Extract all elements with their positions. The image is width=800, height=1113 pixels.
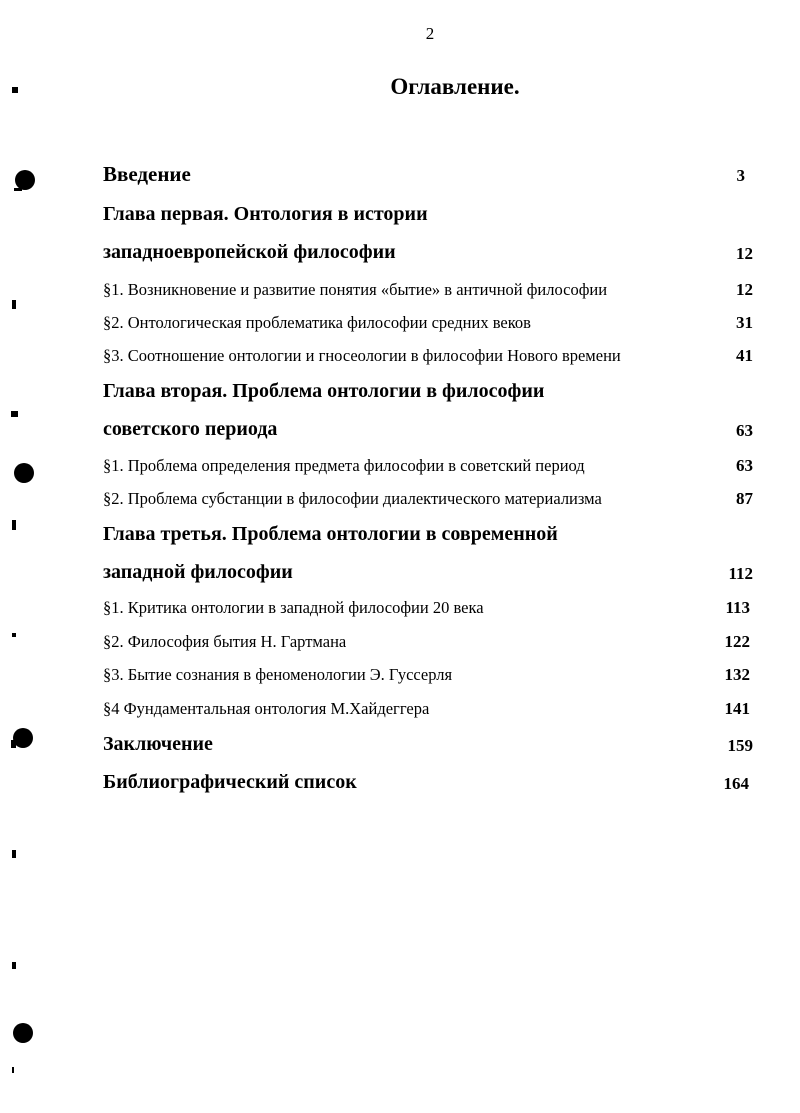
scan-speck	[11, 740, 16, 748]
toc-section-page: 87	[736, 489, 753, 508]
toc-section-page: 63	[736, 456, 753, 475]
scan-speck	[12, 87, 18, 93]
toc-entry-page: 164	[723, 774, 749, 793]
toc-section-page: 141	[724, 699, 750, 718]
toc-entry-label: западноевропейской философии	[103, 241, 396, 263]
toc-entry-page: 12	[736, 244, 753, 263]
toc-entry-page: 159	[727, 736, 753, 755]
toc-section-page: 132	[724, 665, 750, 684]
toc-section-label: §3. Соотношение онтологии и гносеологии в философии Нового времени	[103, 346, 621, 365]
toc-section-label: §2. Проблема субстанции в философии диалектического материализма	[103, 489, 602, 508]
scan-speck	[12, 1067, 14, 1073]
toc-section-label: §2. Философия бытия Н. Гартмана	[103, 632, 347, 651]
toc-section-label: §1. Критика онтологии в западной философии 20 века	[103, 598, 484, 617]
toc-entry-label: Заключение	[103, 733, 213, 755]
page-title: Оглавление.	[390, 74, 520, 99]
toc-entry-label: советского периода	[103, 418, 278, 440]
scan-speck	[12, 300, 16, 309]
toc-entry-label: Библиографический список	[103, 771, 357, 793]
binder-hole	[13, 728, 33, 748]
toc-entry-page: 63	[736, 421, 753, 440]
toc-section-page: 41	[736, 346, 753, 365]
toc-entry-label: Введение	[103, 162, 191, 186]
scan-speck	[12, 520, 16, 530]
scan-speck	[12, 633, 16, 637]
scan-speck	[12, 962, 16, 969]
toc-section-page: 113	[725, 598, 750, 617]
toc-entry-page: 112	[728, 564, 753, 583]
toc-entry-label: Глава третья. Проблема онтологии в современной	[103, 523, 558, 545]
toc-section-label: §4 Фундаментальная онтология М.Хайдеггера	[103, 699, 430, 718]
toc-section-label: §3. Бытие сознания в феноменологии Э. Гуссерля	[103, 665, 453, 684]
toc-section-label: §1. Проблема определения предмета философии в советский период	[103, 456, 585, 475]
toc-entry-label: Глава вторая. Проблема онтологии в философии	[103, 380, 545, 402]
toc-entry-label: Глава первая. Онтология в истории	[103, 203, 428, 225]
toc-section-label: §2. Онтологическая проблематика философии средних веков	[103, 313, 531, 332]
binder-hole	[13, 1023, 33, 1043]
toc-section-label: §1. Возникновение и развитие понятия «бытие» в античной философии	[103, 280, 608, 299]
page-number: 2	[425, 24, 435, 43]
toc-entry-label: западной философии	[103, 561, 293, 583]
toc-section-page: 12	[736, 280, 753, 299]
toc-section-page: 31	[736, 313, 753, 332]
scan-speck	[11, 411, 18, 417]
toc-section-page: 122	[724, 632, 750, 651]
toc-entry-page: 3	[736, 166, 745, 185]
binder-hole	[14, 463, 34, 483]
scan-speck	[12, 850, 16, 858]
binder-hole	[15, 170, 35, 190]
scan-speck	[14, 188, 22, 191]
